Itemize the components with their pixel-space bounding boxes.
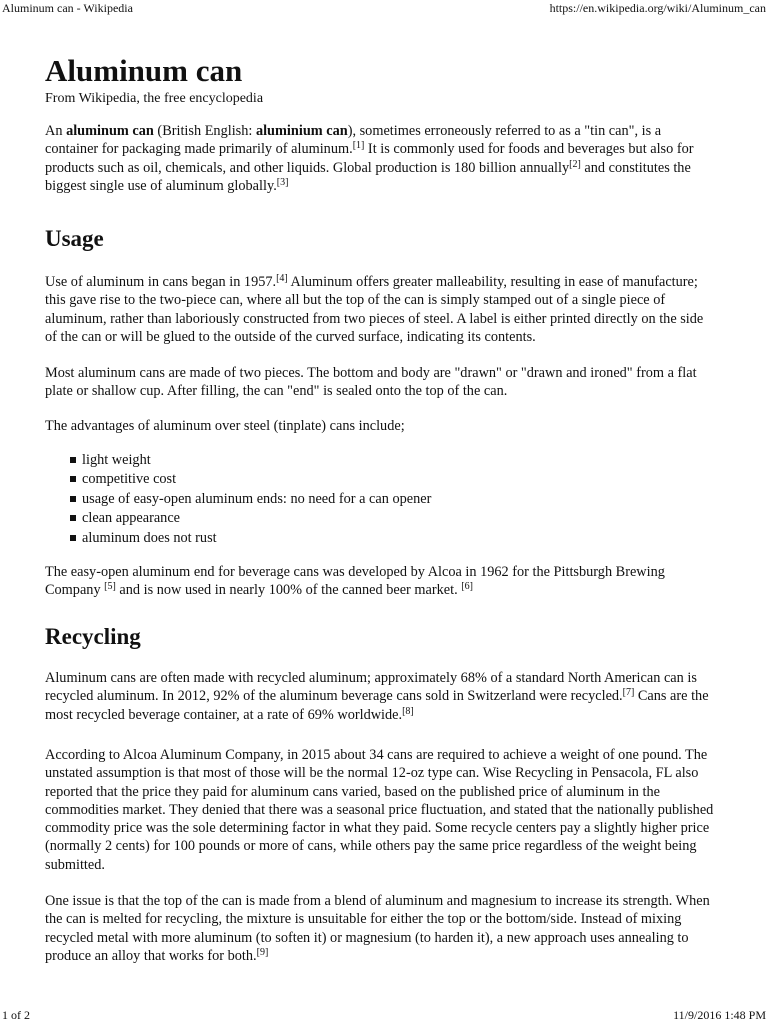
page-indicator: 1 of 2 [2,1008,30,1022]
section-heading-usage: Usage [45,226,104,251]
bullet-icon [70,476,76,482]
usage-paragraph-2: Most aluminum cans are made of two pieces. The bottom and body are "drawn" or "drawn and ironed" from a flat plate or shallow cup. After filling, the can "end" is sealed onto the top of the can. [45,365,697,400]
citation-link[interactable]: [6] [461,581,473,593]
bold-term: aluminum can [66,123,154,139]
citation-link[interactable]: [7] [622,687,635,699]
list-item: aluminum does not rust [45,529,431,548]
usage-paragraph-4: The easy-open aluminum end for beverage cans was developed by Alcoa in 1962 for the Pittsburgh Brewing Company [5] and is now used in nearly 100% of the canned beer market. [6] [45,564,665,599]
citation-link[interactable]: [8] [402,705,414,717]
section-heading-recycling: Recycling [45,624,141,649]
list-item: usage of easy-open aluminum ends: no need for a can opener [45,490,431,509]
page-title: Aluminum can [45,53,243,88]
bullet-icon [70,515,76,521]
usage-paragraph-3: The advantages of aluminum over steel (tinplate) cans include; [45,418,405,434]
site-tagline: From Wikipedia, the free encyclopedia [45,91,264,106]
bullet-icon [70,496,76,502]
advantages-list [45,451,431,548]
citation-link[interactable]: [1] [352,140,365,152]
citation-link[interactable]: [2] [569,158,581,170]
bold-term: aluminium can [255,123,348,139]
page-url[interactable]: https://en.wikipedia.org/wiki/Aluminum_can [549,1,766,15]
list-item: light weight [45,451,431,470]
recycling-paragraph-1: Aluminum cans are often made with recycled aluminum; approximately 68% of a standard North American can is recycled aluminum. In 2012, 92% of the aluminum beverage cans sold in Switzerland were recycled.[7] Cans are the most recycled beverage container, at a rate of 69% worldwide.[8] [45,670,709,723]
bullet-icon [70,457,76,463]
print-footer [0,1006,768,1024]
print-header [0,0,768,18]
tab-title: Aluminum can - Wikipedia [2,1,133,15]
intro-paragraph: An aluminum can (British English: aluminium can), sometimes erroneously referred to as a "tin can", is a container for packaging made primarily of aluminum.[1] It is commonly used for foods and beverages but also for products such as oil, chemicals, and other liquids. Global production is 180 billion annually[2] and constitutes the biggest single use of aluminum globally.[3] [45,123,694,194]
citation-link[interactable]: [3] [276,176,289,188]
recycling-paragraph-3: One issue is that the top of the can is made from a blend of aluminum and magnesium to increase its strength. When the can is melted for recycling, the mixture is unsuitable for either the top or the bottom/side. Instead of mixing recycled metal with more aluminum (to soften it) or magnesium (to harden it), a new approach uses annealing to produce an alloy that works for both.[9] [45,893,710,964]
citation-link[interactable]: [5] [104,581,116,593]
recycling-paragraph-2: According to Alcoa Aluminum Company, in 2015 about 34 cans are required to achieve a weight of one pound. The unstated assumption is that most of those will be the normal 12-oz type can. Wise Recycling in Pensacola, FL also reported that the price they paid for aluminum cans varied, based on the published price of aluminum in the commodities market. They denied that there was a seasonal price fluctuation, and stated that the nationally published commodity price was the sole determining factor in what they paid. Some recycle centers pay a slightly higher price (normally 2 cents) for 100 pounds or more of cans, while others pay the same price regardless of the weight being submitted. [45,747,714,873]
usage-paragraph-1: Use of aluminum in cans began in 1957.[4] Aluminum offers greater malleability, resulting in ease of manufacture; this gave rise to the two-piece can, where all but the top of the can is simply stamped out of a single piece of aluminum, rather than laboriously constructed from two pieces of steel. A label is either printed directly on the side of the can or will be glued to the outside of the curved surface, indicating its contents. [45,273,704,345]
citation-link[interactable]: [9] [256,946,269,958]
list-item: clean appearance [45,509,431,528]
print-datetime: 11/9/2016 1:48 PM [673,1008,766,1022]
citation-link[interactable]: [4] [276,273,288,284]
list-item: competitive cost [45,470,431,489]
bullet-icon [70,535,76,541]
